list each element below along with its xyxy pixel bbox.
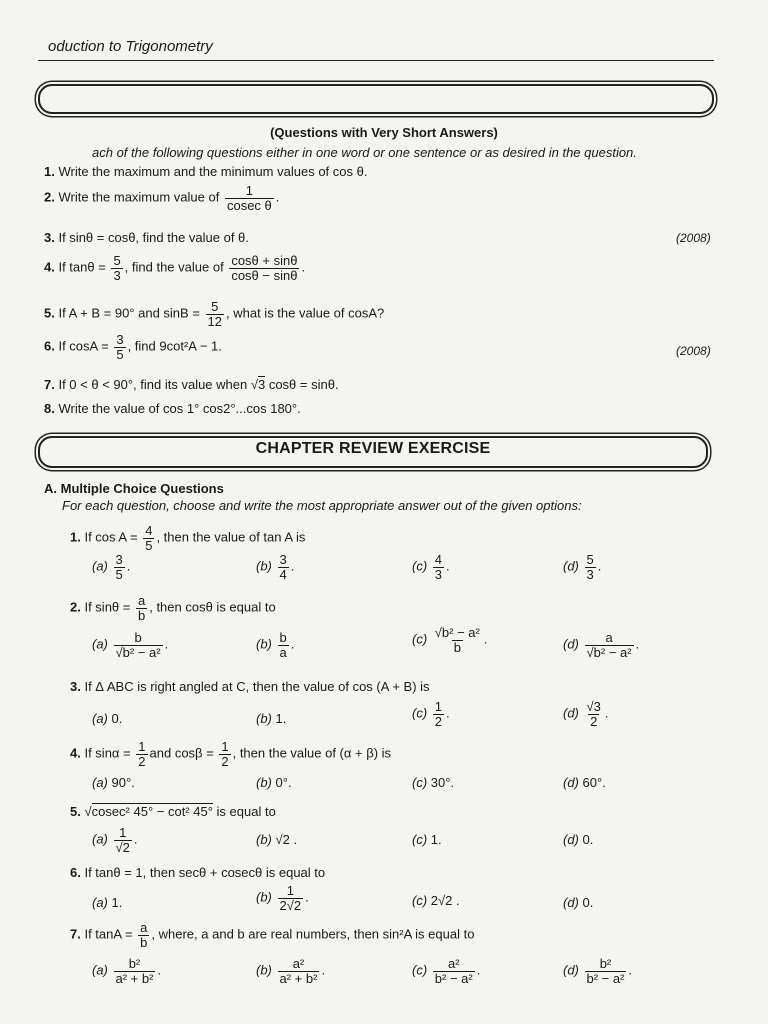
mcq-3-option-b: (b) 1. xyxy=(256,711,287,726)
running-header: oduction to Trigonometry xyxy=(48,38,213,55)
mcq-1-option-b: (b) $\frac{3}{4}$ . xyxy=(256,552,295,582)
mcq-1-option-d: (d) $\frac{5}{3}$ . xyxy=(563,552,602,582)
instruction-text: ach of the following questions either in one word or one sentence or as desired in the question. xyxy=(92,145,637,160)
mcq-3-option-d: (d) $\frac{√3}{2}$ . xyxy=(563,699,609,729)
mcq-5-option-b: (b) √2 . xyxy=(256,832,298,847)
short-question-3: 3. If sinθ = cosθ, find the value of θ. xyxy=(44,230,249,245)
chapter-review-title: CHAPTER REVIEW EXERCISE xyxy=(255,440,491,457)
mcq-question-3: 3. If Δ ABC is right angled at C, then the value of cos (A + B) is xyxy=(70,679,430,694)
mcq-question-1: 1. If cos A = $\frac{4}{5}$ , then the value of tan A is xyxy=(70,523,306,553)
section-banner-box xyxy=(38,84,714,114)
mcq-4-option-d: (d) 60°. xyxy=(563,775,606,790)
mcq-2-option-d: (d) $\frac{a}{\text{√b² − a²}}$ . xyxy=(563,630,640,660)
header-rule xyxy=(38,60,714,61)
short-question-2: 2. Write the maximum value of $\frac{1}{\text{cosec θ}}$ . xyxy=(44,183,280,213)
mcq-3-option-a: (a) 0. xyxy=(92,711,123,726)
mcq-1-option-a: (a) $\frac{3}{5}$ . xyxy=(92,552,131,582)
mcq-2-option-c: (c) $\frac{\text{√b² − a²}}{b}$ . xyxy=(412,625,488,655)
mcq-question-5: 5. √cosec² 45° − cot² 45° is equal to xyxy=(70,804,276,819)
mcq-6-option-d: (d) 0. xyxy=(563,895,594,910)
short-question-5: 5. If A + B = 90° and sinB = $\frac{5}{12}$ , what is the value of cosA? xyxy=(44,299,385,329)
mcq-5-option-c: (c) 1. xyxy=(412,832,442,847)
short-question-8: 8. Write the value of cos 1° cos2°...cos 180°. xyxy=(44,401,301,416)
mcq-5-option-d: (d) 0. xyxy=(563,832,594,847)
mcq-6-option-a: (a) 1. xyxy=(92,895,123,910)
mcq-2-option-b: (b) $\frac{b}{a}$ . xyxy=(256,630,295,660)
mcq-4-option-b: (b) 0°. xyxy=(256,775,292,790)
mcq-question-6: 6. If tanθ = 1, then secθ + cosecθ is equal to xyxy=(70,865,326,880)
mcq-4-option-a: (a) 90°. xyxy=(92,775,135,790)
mcq-2-option-a: (a) $\frac{b}{\text{√b² − a²}}$ . xyxy=(92,630,169,660)
mcq-4-option-c: (c) 30°. xyxy=(412,775,455,790)
section-a-heading: A. Multiple Choice Questions xyxy=(44,481,224,496)
year-tag: (2008) xyxy=(676,344,711,358)
short-question-4: 4. If tanθ = $\frac{5}{3}$ , find the value of $\frac{\cos\theta + \sin\theta}{\cos\theta - \sin\theta}$ . xyxy=(44,253,306,283)
mcq-6-option-c: (c) 2√2 . xyxy=(412,893,460,908)
section-heading: (Questions with Very Short Answers) xyxy=(270,125,498,140)
mcq-1-option-c: (c) $\frac{4}{3}$ . xyxy=(412,552,450,582)
short-question-6: 6. If cosA = $\frac{3}{5}$ , find 9cot²A − 1. xyxy=(44,332,222,362)
short-question-1: 1. Write the maximum and the minimum values of cos θ. xyxy=(44,164,368,179)
mcq-3-option-c: (c) $\frac{1}{2}$ . xyxy=(412,699,450,729)
mcq-7-option-d: (d) $\frac{\text{b²}}{\text{b² − a²}}$ . xyxy=(563,956,633,986)
mcq-question-7: 7. If tanA = $\frac{a}{b}$ , where, a and b are real numbers, then sin²A is equal to xyxy=(70,920,475,950)
mcq-7-option-b: (b) $\frac{\text{a²}}{\text{a² + b²}}$ . xyxy=(256,956,326,986)
mcq-question-2: 2. If sinθ = $\frac{a}{b}$ , then cosθ is equal to xyxy=(70,593,276,623)
mcq-7-option-c: (c) $\frac{\text{a²}}{\text{b² − a²}}$ . xyxy=(412,956,481,986)
year-tag: (2008) xyxy=(676,231,711,245)
mcq-question-4: 4. If sinα = $\frac{1}{2}$ and cosβ = $\frac{1}{2}$ , then the value of (α + β) is xyxy=(70,739,392,769)
mcq-5-option-a: (a) $\frac{1}{√2}$ . xyxy=(92,825,138,855)
short-question-7: 7. If 0 < θ < 90°, find its value when √3 cosθ = sinθ. xyxy=(44,377,339,392)
fraction: $\frac{1}{\text{cosec θ}}$ xyxy=(226,183,272,213)
mcq-7-option-a: (a) $\frac{\text{b²}}{\text{a² + b²}}$ . xyxy=(92,956,162,986)
mcq-6-option-b: (b) $\frac{1}{2√2}$ . xyxy=(256,883,309,913)
mcq-instruction: For each question, choose and write the most appropriate answer out of the given options: xyxy=(62,498,582,513)
